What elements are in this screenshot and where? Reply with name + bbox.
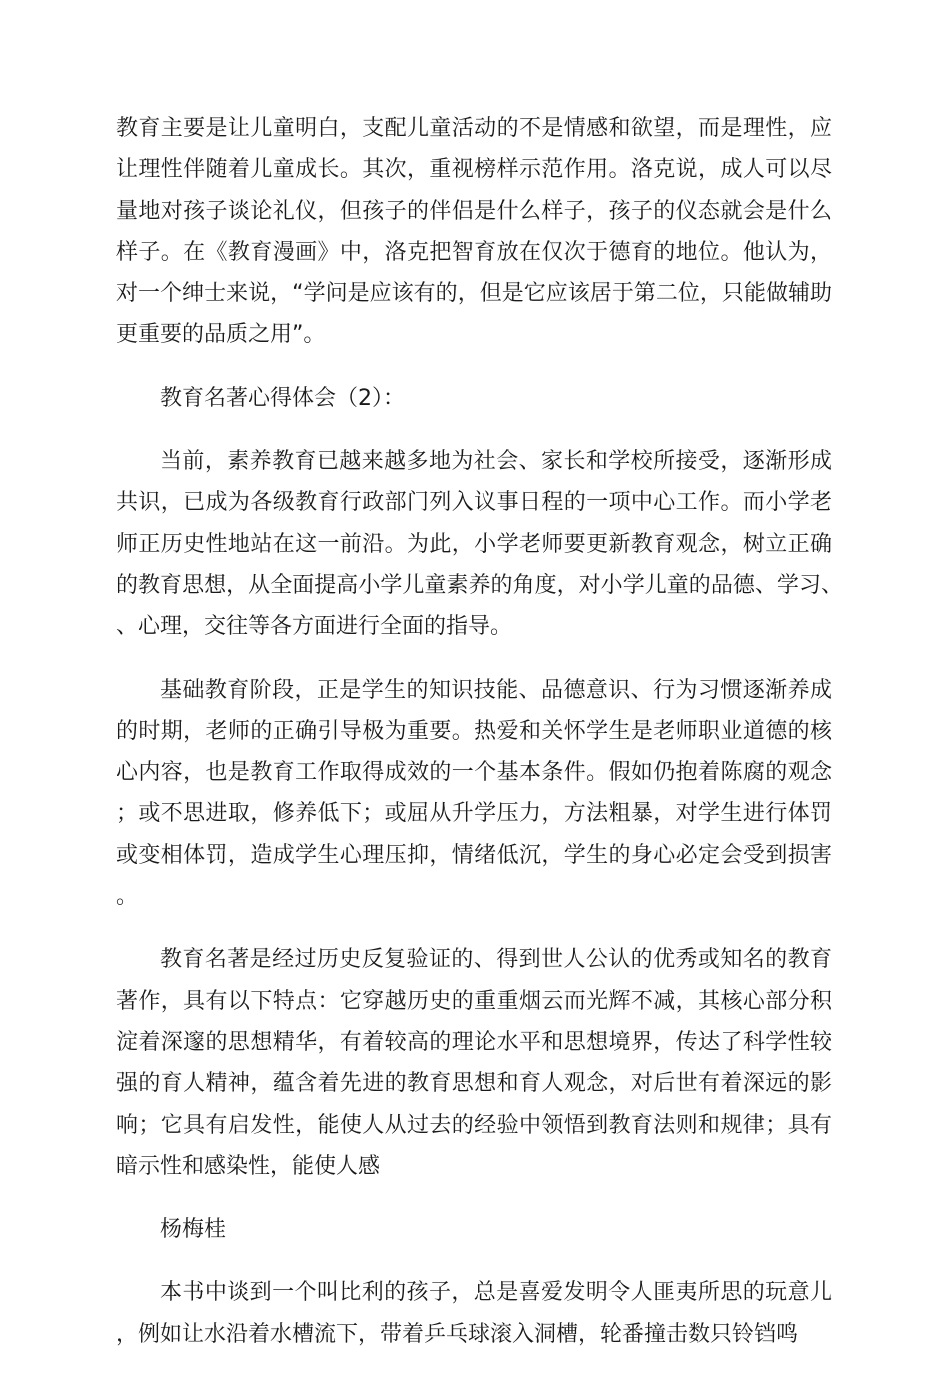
paragraph-1: 教育主要是让儿童明白，支配儿童活动的不是情感和欲望，而是理性，应让理性伴随着儿童成长。其次，重视榜样示范作用。洛克说，成人可以尽量地对孩子谈论礼仪，但孩子的伴侣是什么样子，孩子的仪态就会是什么样子。在《教育漫画》中，洛克把智育放在仅次于德育的地位。他认为，对一个绅士来说，“学问是应该有的，但是它应该居于第二位，只能做辅助更重要的品质之用”。 xyxy=(116,116,832,348)
paragraph-4: 基础教育阶段，正是学生的知识技能、品德意识、行为习惯逐渐养成的时期，老师的正确引导极为重要。热爱和关怀学生是老师职业道德的核心内容，也是教育工作取得成效的一个基本条件。假如仍抱着陈腐的观念；或不思进取，修养低下；或屈从升学压力，方法粗暴，对学生进行体罚或变相体罚，造成学生心理压抑，情绪低沉，学生的身心必定会受到损害。 xyxy=(116,677,832,910)
paragraph-7: 本书中谈到一个叫比利的孩子，总是喜爱发明令人匪夷所思的玩意儿，例如让水沿着水槽流下，带着乒乓球滚入洞槽，轮番撞击数只铃铛鸣 xyxy=(116,1280,832,1347)
author-name: 杨梅桂 xyxy=(160,1217,227,1243)
section-heading: 教育名著心得体会（2）： xyxy=(160,385,405,411)
paragraph-3: 当前，素养教育已越来越多地为社会、家长和学校所接受，逐渐形成共识，已成为各级教育行政部门列入议事日程的一项中心工作。而小学老师正历史性地站在这一前沿。为此，小学老师要更新教育观念，树立正确的教育思想，从全面提高小学儿童素养的角度，对小学儿童的品德、学习、、心理，交往等各方面进行全面的指导。 xyxy=(116,449,832,640)
document-body xyxy=(116,108,832,1377)
paragraph-5: 教育名著是经过历史反复验证的、得到世人公认的优秀或知名的教育著作，具有以下特点：它穿越历史的重重烟云而光辉不减，其核心部分积淀着深邃的思想精华，有着较高的理论水平和思想境界，传达了科学性较强的育人精神，蕴含着先进的教育思想和育人观念，对后世有着深远的影响；它具有启发性，能使人从过去的经验中领悟到教育法则和规律；具有暗示性和感染性，能使人感 xyxy=(116,947,832,1179)
